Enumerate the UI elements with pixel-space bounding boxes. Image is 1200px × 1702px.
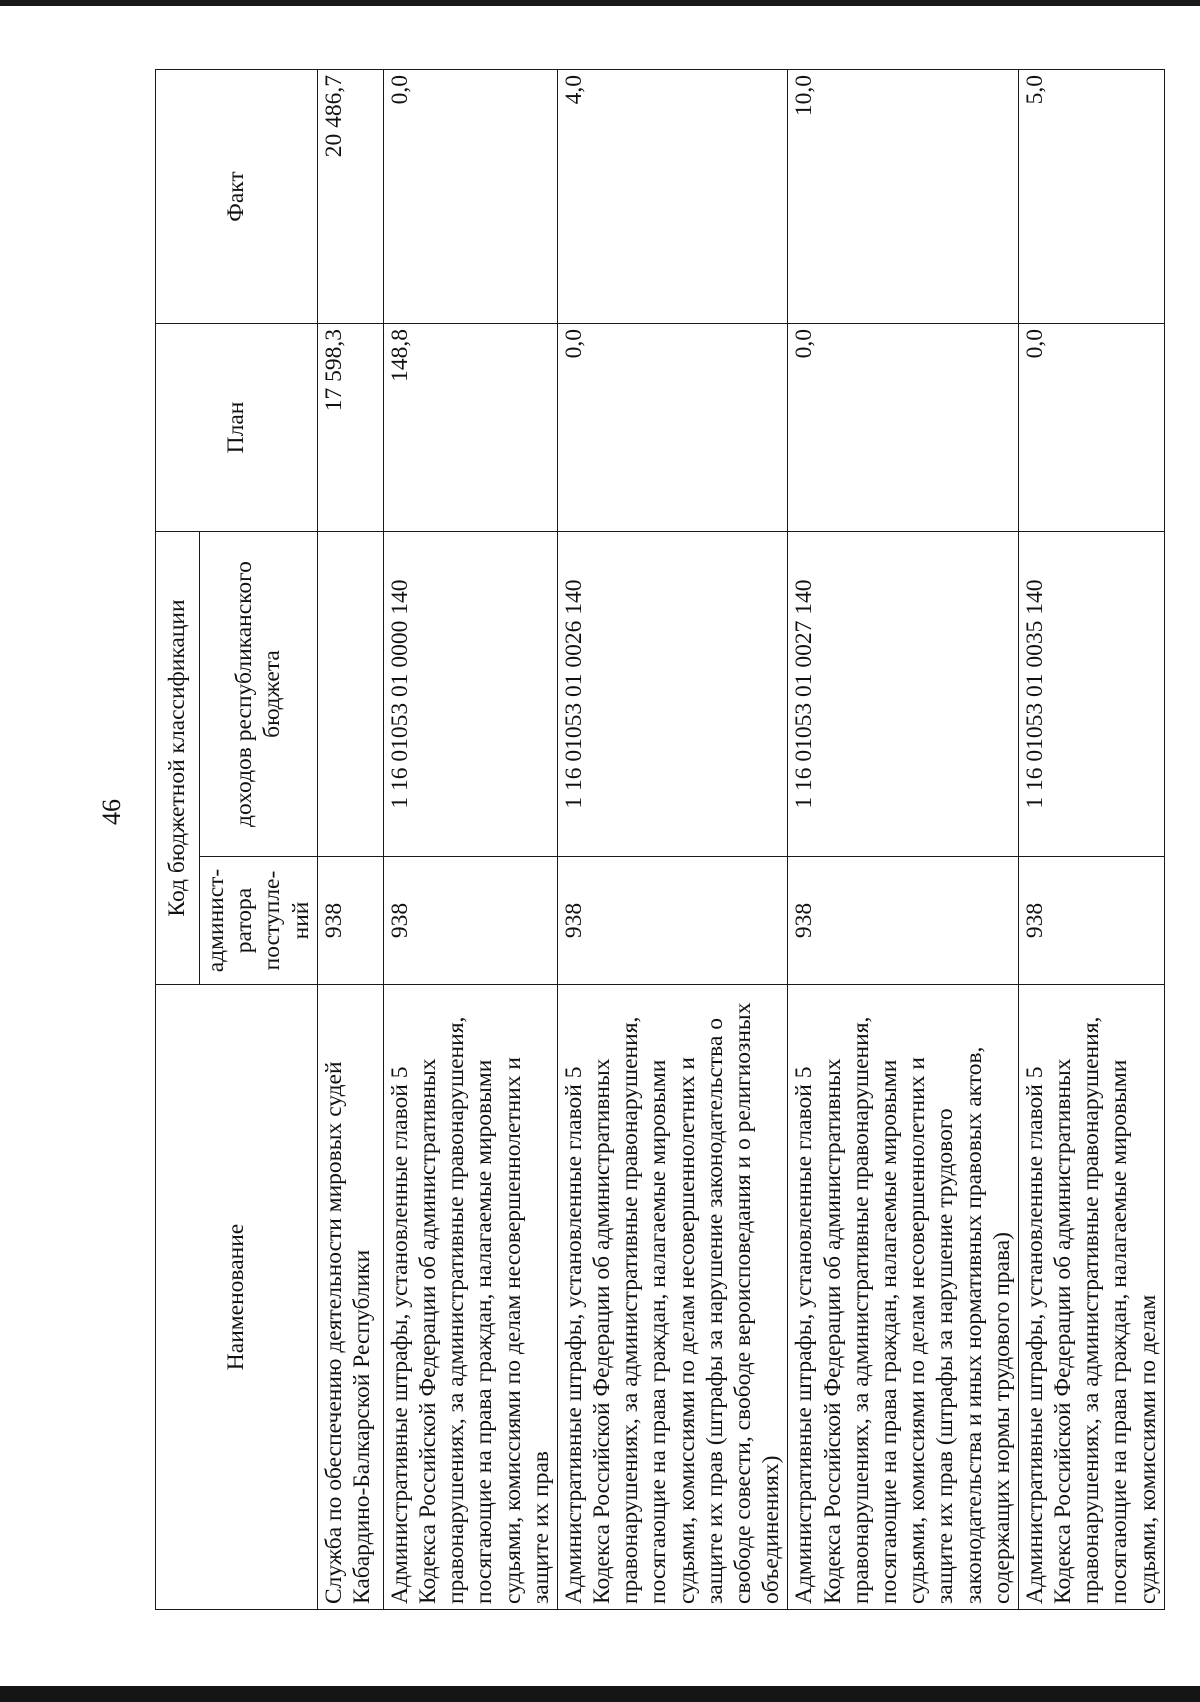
row-income-code: 1 16 01053 01 0027 140 — [788, 532, 1019, 857]
row-fact: 0,0 — [383, 70, 557, 324]
row-plan: 17 598,3 — [317, 324, 383, 532]
row-income-code: 1 16 01053 01 0000 140 — [383, 532, 557, 857]
row-plan: 0,0 — [557, 324, 788, 532]
row-income-code: 1 16 01053 01 0035 140 — [1018, 532, 1164, 857]
table-row — [1018, 70, 1164, 1610]
row-admin-code: 938 — [788, 857, 1019, 985]
row-income-code: 1 16 01053 01 0026 140 — [557, 532, 788, 857]
row-name: Административные штрафы, установленные главой 5 Кодекса Российской Федерации об административных правонарушениях, за административные правонарушения, посягающие на права граждан, налагаемые мировыми судьями, комиссиями по делам несовершеннолетних и защите их прав — [383, 985, 557, 1610]
row-admin-code: 938 — [317, 857, 383, 985]
scan-edge-top — [0, 0, 1200, 6]
row-admin-code: 938 — [557, 857, 788, 985]
header-code-group: Код бюджетной классификации — [156, 532, 200, 985]
budget-income-table — [155, 69, 1165, 1610]
table-row — [788, 70, 1019, 1610]
row-admin-code: 938 — [383, 857, 557, 985]
row-plan: 148,8 — [383, 324, 557, 532]
page-number — [92, 792, 132, 832]
header-plan: План — [156, 324, 318, 532]
row-plan: 0,0 — [1018, 324, 1164, 532]
row-name: Административные штрафы, установленные главой 5 Кодекса Российской Федерации об административных правонарушениях, за административные правонарушения, посягающие на права граждан, налагаемые мировыми судьями, комиссиями по делам несовершеннолетних и защите их прав (штрафы за нарушение трудового законодательства и иных нормативных правовых актов, содержащих нормы трудового права) — [788, 985, 1019, 1610]
page-number-text: 46 — [97, 799, 126, 825]
header-row-1 — [156, 70, 200, 1610]
header-name: Наименование — [156, 985, 318, 1610]
header-income: доходов республиканского бюджета — [200, 532, 318, 857]
row-plan: 0,0 — [788, 324, 1019, 532]
row-name: Служба по обеспечению деятельности мировых судей Кабардино-Балкарской Республики — [317, 985, 383, 1610]
scan-edge-bottom — [0, 1686, 1200, 1702]
row-fact: 5,0 — [1018, 70, 1164, 324]
row-income-code — [317, 532, 383, 857]
row-name: Административные штрафы, установленные главой 5 Кодекса Российской Федерации об административных правонарушениях, за административные правонарушения, посягающие на права граждан, налагаемые мировыми судьями, комиссиями по делам несовершеннолетних и защите их прав (штрафы за нарушение законодательства о свободе совести, свободе вероисповедания и о религиозных объединениях) — [557, 985, 788, 1610]
row-fact: 20 486,7 — [317, 70, 383, 324]
rotated-page — [155, 75, 1200, 1610]
table-row — [317, 70, 383, 1610]
row-admin-code: 938 — [1018, 857, 1164, 985]
row-fact: 4,0 — [557, 70, 788, 324]
table-row — [383, 70, 557, 1610]
row-fact: 10,0 — [788, 70, 1019, 324]
header-admin: админист-ратора поступле-ний — [200, 857, 318, 985]
header-fact: Факт — [156, 70, 318, 324]
table-row — [557, 70, 788, 1610]
row-name: Административные штрафы, установленные главой 5 Кодекса Российской Федерации об административных правонарушениях, за административные правонарушения, посягающие на права граждан, налагаемые мировыми судьями, комиссиями по делам — [1018, 985, 1164, 1610]
